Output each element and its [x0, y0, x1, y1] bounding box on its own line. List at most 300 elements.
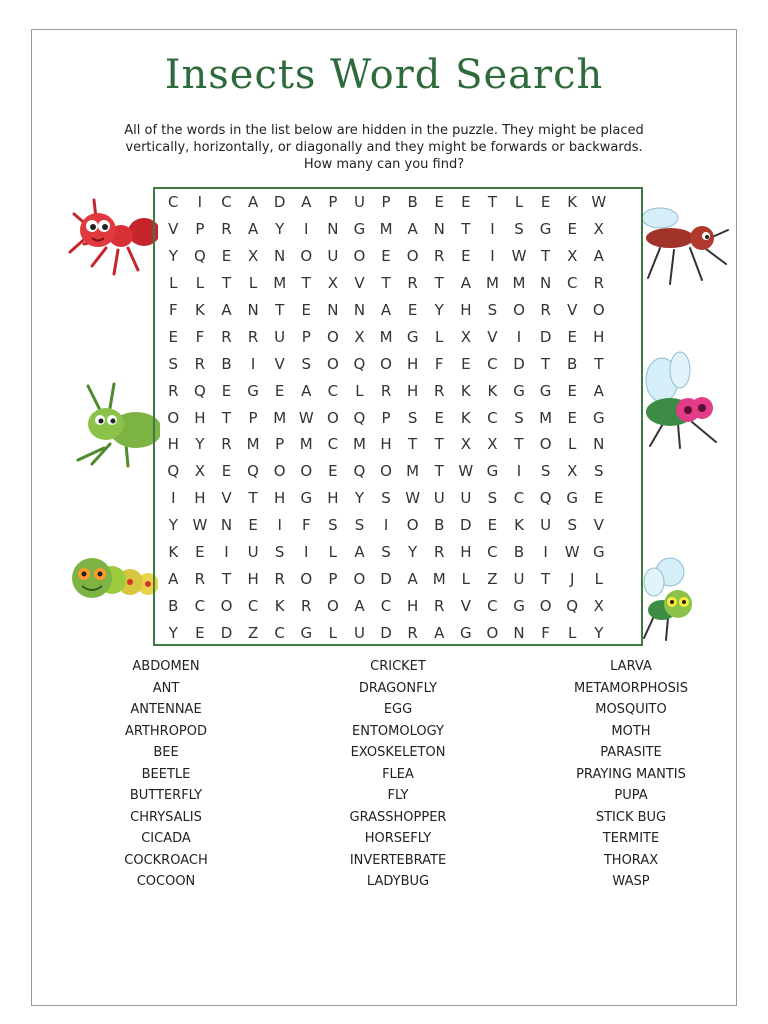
grid-letter: W — [192, 516, 208, 535]
grid-letter: R — [593, 274, 605, 293]
word-list-item: FLEA — [382, 766, 414, 782]
grid-letter: N — [247, 301, 259, 319]
grid-letter: Q — [247, 462, 259, 481]
grid-letter: N — [220, 516, 233, 535]
grid-letter: D — [380, 623, 392, 642]
grid-letter: H — [460, 543, 472, 562]
grid-letter: G — [592, 543, 605, 562]
grid-letter: U — [540, 516, 552, 535]
word-list-item: GRASSHOPPER — [349, 809, 447, 825]
grid-letter: X — [460, 327, 471, 346]
grid-letter: T — [301, 274, 311, 293]
grid-letter: M — [246, 435, 260, 454]
grid-letter: S — [274, 543, 285, 562]
grid-letter: E — [567, 408, 577, 427]
grid-letter: M — [379, 327, 393, 346]
word-list-item: STICK BUG — [595, 809, 667, 825]
grid-letter: R — [380, 381, 392, 400]
grid-letter: Q — [353, 354, 366, 373]
grid-letter: M — [273, 408, 287, 427]
word-list-item: PUPA — [614, 788, 648, 803]
grid-letter: S — [594, 462, 604, 481]
grid-letter: M — [273, 274, 287, 293]
grid-letter: E — [461, 354, 471, 373]
grid-letter: T — [461, 220, 471, 239]
grid-row — [155, 323, 641, 350]
grid-letter: C — [380, 596, 392, 615]
grid-letter: Q — [566, 596, 579, 615]
grid-letter: J — [569, 569, 575, 588]
grid-letter: E — [461, 247, 471, 266]
grid-letter: B — [168, 596, 179, 615]
grid-letter: N — [327, 301, 339, 319]
grid-letter: S — [487, 489, 498, 508]
grid-letter: G — [300, 623, 313, 642]
grid-letter: H — [460, 301, 472, 319]
grid-letter: A — [593, 381, 604, 400]
grid-letter: T — [541, 354, 551, 373]
grid-letter: K — [567, 193, 578, 212]
grid-letter: B — [407, 193, 418, 212]
grid-letter: U — [274, 327, 286, 346]
grid-letter: U — [433, 489, 445, 508]
grid-letter: E — [328, 462, 338, 481]
word-list-item: ANT — [152, 680, 180, 696]
grid-letter: E — [195, 543, 205, 562]
grid-letter: O — [326, 327, 339, 346]
grid-row — [155, 539, 641, 566]
grid-letter: H — [194, 408, 206, 427]
grid-letter: Q — [193, 247, 206, 266]
grid-letter: C — [247, 596, 259, 615]
grid-letter: I — [490, 247, 495, 266]
grid-letter: U — [513, 569, 525, 588]
grid-row — [155, 592, 641, 619]
word-list-item: BEE — [153, 745, 179, 760]
grid-letter: A — [434, 623, 445, 642]
grid-letter: S — [567, 516, 577, 535]
grid-letter: A — [593, 247, 604, 266]
grid-letter: E — [274, 381, 285, 400]
grid-letter: B — [513, 543, 525, 562]
grid-letter: B — [434, 516, 445, 535]
grid-letter: A — [301, 193, 312, 212]
grid-letter: G — [566, 489, 579, 508]
grid-letter: U — [460, 489, 472, 508]
grid-letter: Y — [168, 623, 178, 642]
grid-letter: T — [594, 354, 604, 373]
grid-letter: Y — [195, 435, 205, 454]
grid-letter: R — [221, 327, 232, 346]
grid-letter: X — [593, 596, 604, 615]
grid-letter: X — [194, 462, 206, 481]
grid-letter: E — [248, 516, 258, 535]
grid-letter: X — [567, 462, 578, 481]
grid-letter: W — [591, 193, 607, 212]
grid-letter: G — [539, 220, 552, 239]
grid-letter: L — [328, 623, 338, 642]
grid-letter: I — [304, 543, 309, 562]
grid-letter: O — [326, 354, 339, 373]
grid-letter: V — [487, 327, 498, 346]
grid-letter: O — [300, 569, 313, 588]
grid-letter: C — [513, 489, 525, 508]
grid-letter: O — [406, 516, 419, 535]
word-search-grid — [153, 187, 643, 646]
grid-letter: I — [250, 354, 256, 373]
grid-letter: T — [221, 274, 232, 293]
grid-letter: E — [168, 327, 179, 346]
word-list-item: LADYBUG — [366, 874, 430, 889]
grid-letter: U — [247, 543, 259, 562]
grid-letter: O — [539, 435, 552, 454]
grid-letter: O — [326, 408, 339, 427]
grid-letter: K — [194, 301, 205, 319]
grid-letter: I — [171, 489, 176, 508]
grid-row — [155, 619, 641, 646]
grid-letter: T — [221, 408, 232, 427]
caterpillar-illustration — [68, 554, 158, 612]
grid-letter: G — [406, 327, 419, 346]
grid-letter: R — [221, 220, 232, 239]
grid-letter: H — [407, 596, 419, 615]
grid-letter: R — [434, 596, 445, 615]
grid-letter: L — [248, 274, 258, 293]
word-list-item: ENTOMOLOGY — [352, 723, 444, 739]
grid-letter: O — [380, 354, 392, 373]
word-list-item: CICADA — [141, 831, 191, 846]
grid-letter: T — [541, 247, 551, 266]
grid-letter: K — [460, 408, 471, 427]
grid-letter: I — [197, 193, 203, 212]
mosquito-illustration — [640, 200, 732, 290]
word-list-item: BEETLE — [141, 766, 191, 782]
grid-letter: Y — [168, 247, 178, 266]
grid-letter: O — [513, 301, 525, 319]
word-list-item: ANTENNAE — [130, 702, 202, 717]
grid-letter: E — [461, 193, 471, 212]
grid-letter: R — [407, 623, 418, 642]
grid-letter: N — [327, 220, 339, 239]
grid-letter: H — [194, 489, 206, 508]
grid-letter: S — [514, 220, 524, 239]
grid-letter: V — [460, 596, 471, 615]
grid-letter: P — [381, 408, 391, 427]
grid-letter: W — [405, 489, 421, 508]
grid-letter: C — [487, 354, 498, 373]
grid-letter: E — [221, 462, 232, 481]
grid-letter: X — [567, 247, 578, 266]
grid-letter: G — [539, 381, 552, 400]
grid-letter: T — [434, 274, 444, 293]
grid-letter: Y — [434, 301, 444, 319]
grid-letter: Q — [353, 462, 366, 481]
word-list-column-1 — [96, 656, 236, 893]
grid-letter: I — [304, 220, 309, 239]
grid-letter: K — [460, 381, 471, 400]
grid-letter: R — [221, 435, 232, 454]
grid-letter: L — [355, 381, 364, 400]
grid-row — [155, 377, 641, 404]
grid-letter: V — [274, 354, 285, 373]
grid-letter: S — [407, 408, 418, 427]
grid-letter: L — [514, 193, 524, 212]
grid-letter: A — [460, 274, 471, 293]
dragonfly-illustration — [640, 556, 704, 642]
grid-letter: N — [433, 220, 445, 239]
grid-letter: E — [381, 247, 391, 266]
grid-letter: Y — [408, 543, 418, 562]
grid-letter: O — [486, 623, 499, 642]
grid-letter: C — [566, 274, 578, 293]
grid-letter: N — [274, 247, 286, 266]
grid-letter: I — [543, 543, 548, 562]
word-list-item: INVERTEBRATE — [349, 852, 447, 868]
grid-letter: X — [327, 274, 338, 293]
grid-letter: M — [512, 274, 526, 293]
grid-letter: L — [328, 543, 338, 562]
grid-letter: I — [277, 516, 282, 535]
grid-letter: E — [567, 220, 577, 239]
grid-letter: E — [434, 193, 444, 212]
grid-letter: L — [195, 274, 205, 293]
word-list-item: FLY — [387, 788, 409, 803]
grid-letter: I — [490, 220, 495, 239]
grid-letter: V — [221, 489, 232, 508]
grid-letter: T — [408, 435, 418, 454]
word-list-item: COCOON — [136, 874, 196, 889]
grid-row — [155, 512, 641, 539]
grid-letter: B — [221, 354, 232, 373]
grid-row — [155, 404, 641, 431]
grid-letter: Y — [275, 220, 285, 239]
grid-letter: D — [539, 327, 552, 346]
grasshopper-illustration — [70, 382, 160, 468]
grid-row — [155, 565, 641, 592]
grid-letter: O — [326, 596, 339, 615]
grid-letter: E — [567, 381, 577, 400]
grid-letter: D — [460, 516, 472, 535]
grid-letter: E — [195, 623, 205, 642]
grid-letter: U — [353, 623, 365, 642]
grid-letter: D — [273, 193, 286, 212]
word-list-item: CHRYSALIS — [130, 809, 202, 825]
grid-letter: Y — [168, 516, 178, 535]
word-list-item: TERMITE — [602, 831, 660, 846]
word-list-item: ABDOMEN — [132, 659, 200, 674]
grid-letter: O — [273, 462, 286, 481]
grid-row — [155, 216, 641, 243]
grid-letter: O — [539, 596, 552, 615]
grid-letter: R — [168, 381, 179, 400]
word-list-item: METAMORPHOSIS — [574, 680, 688, 696]
grid-letter: I — [516, 327, 522, 346]
word-list-item: COCKROACH — [124, 852, 208, 868]
grid-letter: A — [247, 220, 259, 239]
grid-letter: T — [221, 569, 232, 588]
grid-letter: H — [593, 327, 605, 346]
grid-letter: E — [540, 193, 551, 212]
grid-letter: R — [247, 327, 259, 346]
grid-letter: W — [511, 247, 527, 266]
word-list-item: EGG — [383, 702, 413, 717]
page-title: Insects Word Search — [164, 52, 604, 98]
grid-letter: A — [407, 569, 418, 588]
grid-letter: P — [195, 220, 205, 239]
grid-letter: M — [299, 435, 313, 454]
grid-letter: V — [593, 516, 604, 535]
grid-letter: U — [353, 193, 365, 212]
grid-letter: M — [485, 274, 499, 293]
grid-letter: O — [167, 408, 180, 427]
grid-letter: G — [486, 462, 499, 481]
grid-letter: G — [247, 381, 259, 400]
grid-letter: N — [593, 435, 605, 454]
word-list-item: MOSQUITO — [595, 702, 667, 717]
word-list-item: PARASITE — [600, 745, 662, 760]
grid-letter: F — [541, 623, 550, 642]
word-list-item: THORAX — [603, 852, 659, 868]
grid-letter: T — [541, 569, 551, 588]
grid-letter: S — [514, 408, 524, 427]
grid-letter: M — [539, 408, 553, 427]
grid-letter: C — [327, 381, 339, 400]
grid-letter: Q — [539, 489, 552, 508]
word-list-item: PRAYING MANTIS — [576, 766, 686, 782]
grid-letter: R — [434, 543, 445, 562]
grid-letter: D — [380, 569, 392, 588]
word-list-item: LARVA — [610, 659, 652, 674]
grid-letter: S — [381, 543, 391, 562]
grid-letter: U — [327, 247, 339, 266]
grid-letter: S — [487, 301, 498, 319]
grid-letter: S — [540, 462, 551, 481]
grid-letter: X — [487, 435, 498, 454]
word-list-item: MOTH — [611, 723, 651, 739]
grid-letter: W — [458, 462, 474, 481]
grid-letter: P — [248, 408, 258, 427]
grid-row — [155, 431, 641, 458]
word-list-item: CRICKET — [370, 659, 426, 674]
grid-letter: H — [247, 569, 259, 588]
grid-letter: Q — [167, 462, 180, 481]
grid-letter: E — [407, 301, 418, 319]
grid-letter: Z — [247, 623, 259, 642]
grid-letter: R — [194, 569, 206, 588]
grid-letter: Z — [487, 569, 498, 588]
grid-letter: E — [594, 489, 604, 508]
grid-letter: O — [220, 596, 233, 615]
grid-letter: C — [168, 193, 179, 212]
grid-letter: X — [460, 435, 471, 454]
grid-letter: R — [540, 301, 551, 319]
grid-letter: N — [539, 274, 552, 293]
grid-letter: I — [516, 462, 522, 481]
grid-letter: G — [353, 220, 366, 239]
grid-letter: N — [353, 301, 366, 319]
grid-letter: G — [460, 623, 472, 642]
grid-letter: C — [487, 408, 498, 427]
grid-letter: G — [513, 381, 525, 400]
word-list-item: WASP — [612, 874, 650, 889]
grid-row — [155, 297, 641, 324]
grid-letter: E — [221, 247, 232, 266]
grid-letter: A — [168, 569, 179, 588]
grid-letter: R — [434, 247, 445, 266]
grid-letter: Y — [594, 623, 604, 642]
word-list-column-2 — [328, 656, 468, 893]
grid-letter: K — [487, 381, 498, 400]
grid-letter: T — [514, 435, 524, 454]
grid-letter: V — [354, 274, 365, 293]
grid-letter: B — [567, 354, 578, 373]
grid-letter: M — [432, 569, 446, 588]
grid-letter: K — [514, 516, 524, 535]
grid-letter: S — [301, 354, 312, 373]
word-list-item: ARTHROPOD — [124, 723, 208, 739]
grid-letter: Y — [354, 489, 365, 508]
grid-letter: Q — [353, 408, 366, 427]
grid-letter: R — [274, 569, 285, 588]
grid-letter: O — [300, 247, 313, 266]
grid-letter: P — [301, 327, 311, 346]
grid-letter: A — [247, 193, 259, 212]
grid-letter: C — [274, 623, 285, 642]
grid-letter: G — [592, 408, 605, 427]
grid-letter: G — [300, 489, 313, 508]
grid-letter: E — [301, 301, 311, 319]
grid-letter: T — [275, 301, 285, 319]
word-list-item: HORSEFLY — [364, 831, 432, 846]
grid-letter: T — [434, 435, 444, 454]
grid-letter: T — [434, 462, 444, 481]
grid-letter: T — [487, 193, 497, 212]
grid-letter: G — [513, 596, 525, 615]
grid-letter: O — [353, 569, 366, 588]
grid-letter: V — [168, 220, 179, 239]
grid-letter: E — [434, 408, 444, 427]
grid-letter: V — [567, 301, 578, 319]
grid-letter: L — [435, 327, 444, 346]
grid-letter: K — [274, 596, 285, 615]
grid-letter: A — [354, 596, 365, 615]
grid-row — [155, 189, 641, 216]
grid-letter: E — [487, 516, 498, 535]
grid-letter: A — [221, 301, 232, 319]
grid-letter: A — [301, 381, 312, 400]
grid-letter: F — [168, 301, 178, 319]
fly-illustration — [640, 350, 730, 450]
grid-letter: A — [354, 543, 365, 562]
grid-letter: F — [301, 516, 311, 535]
grid-letter: S — [328, 516, 338, 535]
grid-letter: S — [354, 516, 365, 535]
grid-letter: P — [275, 435, 285, 454]
grid-letter: S — [168, 354, 179, 373]
grid-letter: T — [381, 274, 391, 293]
grid-letter: H — [327, 489, 339, 508]
grid-letter: E — [221, 381, 232, 400]
grid-letter: W — [564, 543, 580, 562]
grid-letter: R — [301, 596, 312, 615]
grid-letter: P — [328, 193, 338, 212]
grid-row — [155, 270, 641, 297]
grid-letter: X — [247, 247, 259, 266]
grid-letter: H — [167, 435, 179, 454]
grid-letter: P — [328, 569, 338, 588]
grid-letter: X — [593, 220, 604, 239]
grid-row — [155, 458, 641, 485]
